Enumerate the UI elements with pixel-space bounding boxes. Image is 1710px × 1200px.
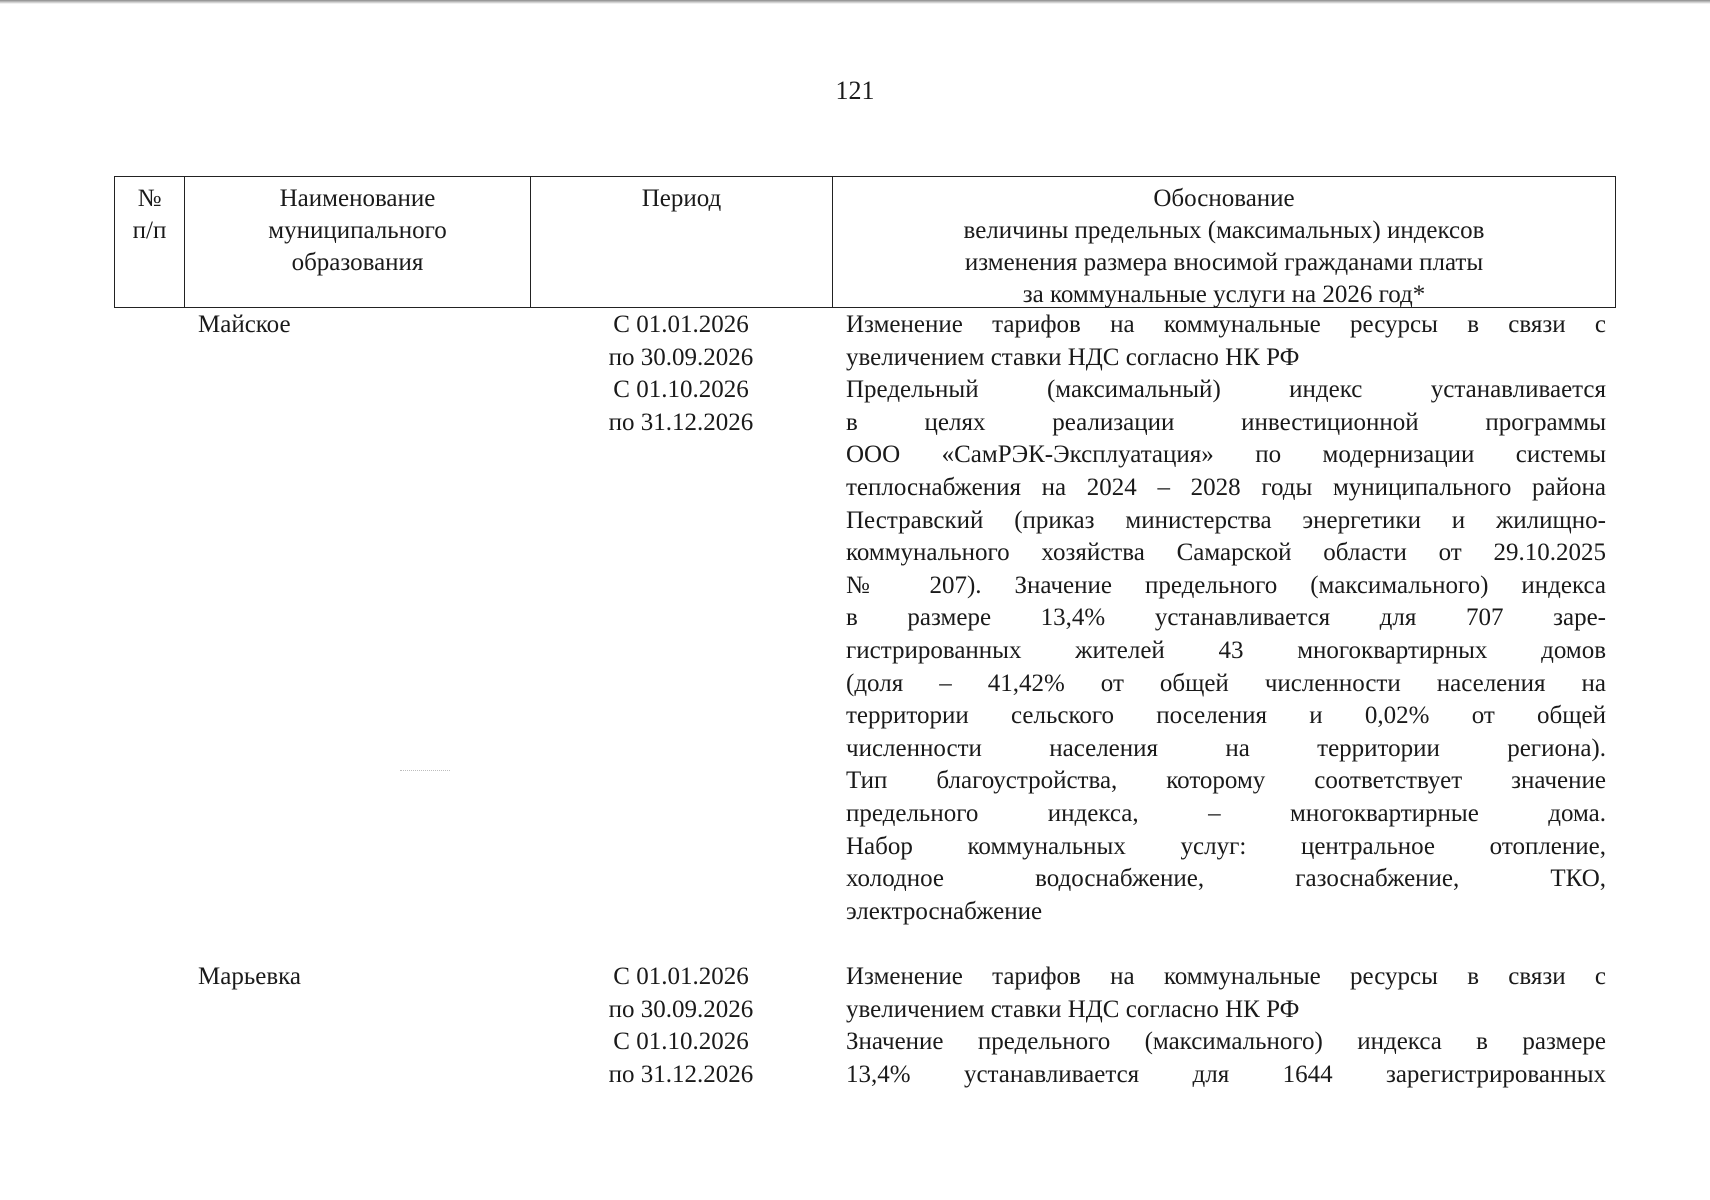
header-text: величины предельных (максимальных) индексов	[963, 217, 1485, 244]
text-line: 13,4% устанавливается для 1644 зарегистрированных	[846, 1060, 1606, 1088]
text-line: в целях реализации инвестиционной программы	[846, 408, 1606, 436]
text-line: численности населения на территории региона).	[846, 734, 1606, 762]
text-line: Изменение тарифов на коммунальные ресурсы в связи с	[846, 963, 1606, 990]
text-line: Значение предельного (максимального) индекса в размере	[846, 1028, 1606, 1056]
text-line: Изменение тарифов на коммунальные ресурсы в связи с	[846, 311, 1606, 338]
period-line: С 01.10.2026	[613, 1028, 749, 1056]
header-text: муниципального	[268, 217, 447, 244]
period-line: по 31.12.2026	[608, 408, 754, 436]
header-text: №	[137, 185, 162, 212]
period-line: по 31.12.2026	[608, 1060, 754, 1088]
header-municipality-column	[185, 177, 531, 307]
period-line: по 30.09.2026	[608, 343, 754, 371]
table-header	[114, 176, 1616, 308]
text-line: (доля – 41,42% от общей численности населения на	[846, 669, 1606, 697]
text-line: № 207). Значение предельного (максимального) индекса	[846, 571, 1606, 599]
municipality-name: Марьевка	[198, 963, 301, 990]
text-line: увеличением ставки НДС согласно НК РФ	[846, 995, 1300, 1023]
period-line: С 01.01.2026	[613, 963, 749, 990]
text-line: теплоснабжения на 2024 – 2028 годы муниципального района	[846, 473, 1606, 501]
period-line: С 01.10.2026	[613, 376, 749, 404]
header-text: Обоснование	[1153, 185, 1295, 212]
header-period-column	[531, 177, 833, 307]
header-text: образования	[291, 249, 424, 276]
period-line: С 01.01.2026	[613, 311, 749, 338]
scan-speck	[400, 770, 450, 773]
text-line: Тип благоустройства, которому соответствует значение	[846, 767, 1606, 795]
text-line: гистрированных жителей 43 многоквартирных домов	[846, 636, 1606, 664]
text-line: Предельный (максимальный) индекс устанавливается	[846, 376, 1606, 404]
justification-text	[846, 961, 1606, 1091]
text-line: увеличением ставки НДС согласно НК РФ	[846, 343, 1300, 371]
header-text: за коммунальные услуги на 2026 год*	[1022, 281, 1426, 308]
text-line: электроснабжение	[846, 897, 1043, 925]
text-line: в размере 13,4% устанавливается для 707 заре-	[846, 604, 1606, 632]
period-cell	[530, 961, 832, 1091]
text-line: коммунального хозяйства Самарской области от 29.10.2025	[846, 539, 1606, 567]
text-line: предельного индекса, – многоквартирные дома.	[846, 799, 1606, 827]
header-text: изменения размера вносимой гражданами платы	[964, 249, 1484, 276]
period-cell	[530, 309, 832, 439]
header-justification-column	[833, 177, 1615, 307]
header-text: Наименование	[279, 185, 436, 212]
header-text: Период	[641, 185, 722, 212]
header-text: п/п	[132, 217, 167, 244]
text-line: Пестравский (приказ министерства энергетики и жилищно-	[846, 506, 1606, 534]
text-line: территории сельского поселения и 0,02% от общей	[846, 702, 1606, 730]
text-line: холодное водоснабжение, газоснабжение, ТКО,	[846, 865, 1606, 893]
municipality-name: Майское	[198, 311, 291, 338]
text-line: ООО «СамРЭК-Эксплуатация» по модернизации системы	[846, 441, 1606, 469]
text-line: Набор коммунальных услуг: центральное отопление,	[846, 832, 1606, 860]
justification-text	[846, 309, 1606, 928]
header-number-column	[115, 177, 185, 307]
scan-top-edge	[0, 0, 1710, 4]
page-number: 121	[835, 76, 875, 105]
period-line: по 30.09.2026	[608, 995, 754, 1023]
